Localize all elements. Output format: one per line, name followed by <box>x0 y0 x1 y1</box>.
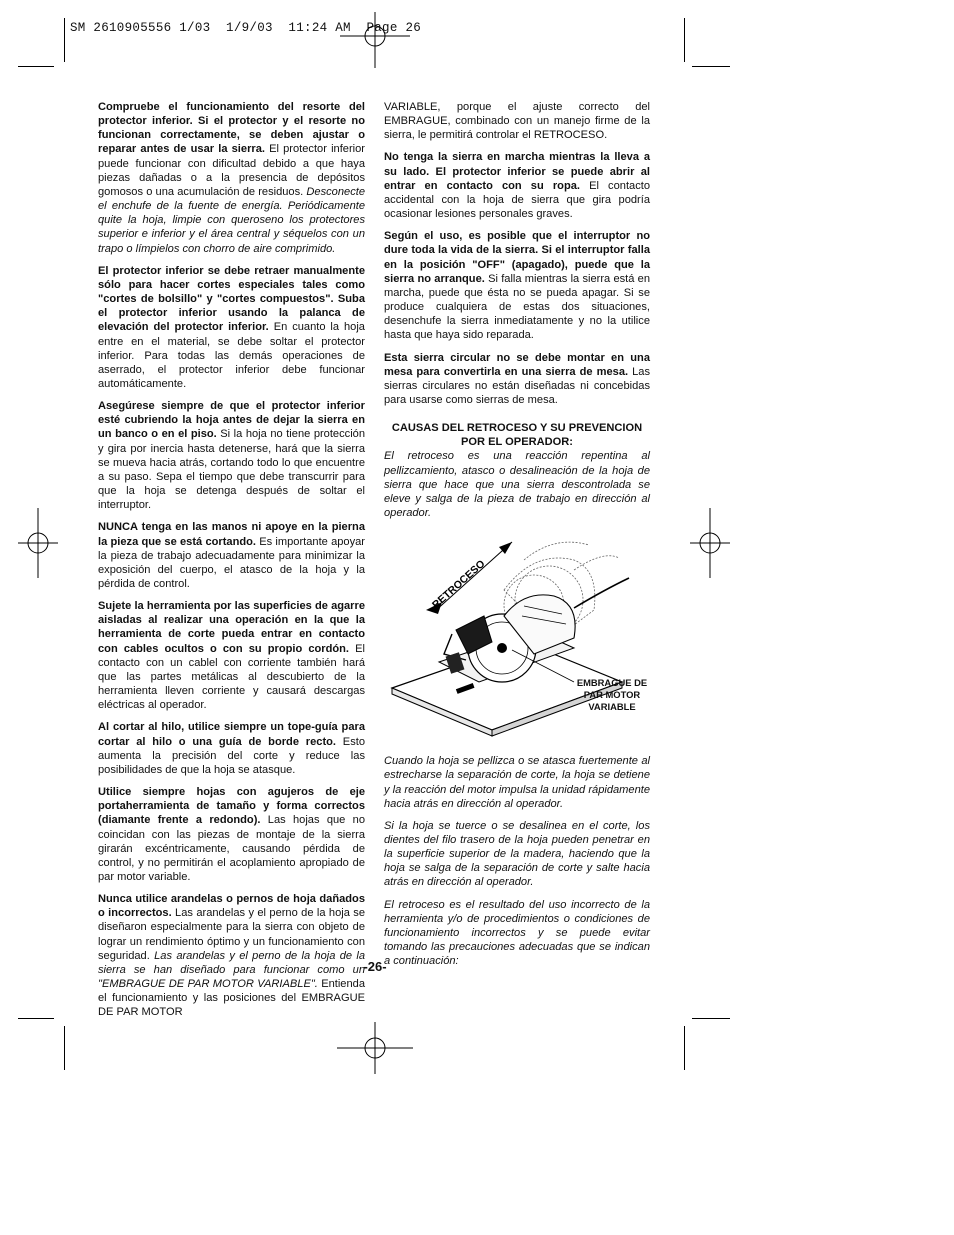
crop-mark <box>18 1018 54 1019</box>
registration-mark-top <box>340 12 410 68</box>
paragraph: Compruebe el funcionamiento del resorte del protector inferior. Si el protector y el resorte no funcionan correctamente, se deben ajustar o reparar antes de usar la sierra. El protector inferior puede funcionar con dificultad debido a que haya piezas dañadas o a la presencia de depósitos gomosos o una acumulación de residuos. Desconecte el enchufe de la fuente de energía. Periódicamente quite la hoja, limpie con queroseno los protectores superior e inferior y el área central y séquelos con un trapo o límpielos con chorro de aire comprimido. <box>98 101 365 255</box>
paragraph: El protector inferior se debe retraer manualmente sólo para hacer cortes especiales tales como "cortes de bolsillo" y "cortes compuestos". Suba el protector inferior usando la palanca de elevación del protector inferior. En cuanto la hoja entre en el material, se debe soltar el protector inferior. Para todas las demás operaciones de aserrado, el protector inferior debe funcionar automáticamente. <box>98 264 365 390</box>
paragraph: El retroceso es el resultado del uso incorrecto de la herramienta y/o de procedimientos o condiciones de funcionamiento incorrectos y se puede evitar tomando las precauciones adecuadas que se indican a continuación: <box>384 898 650 968</box>
print-slug: SM 2610905556 1/03 1/9/03 11:24 AM Page 26 <box>70 21 422 35</box>
crop-mark <box>18 66 54 67</box>
crop-mark <box>64 18 65 62</box>
kickback-illustration <box>384 530 650 746</box>
paragraph: Si la hoja se tuerce o se desalinea en el corte, los dientes del filo trasero de la hoja pueden penetrar en la superficie superior de la madera, haciendo que la hoja se salga de la separación de corte y salte hacia atrás en dirección al operador. <box>384 819 650 889</box>
crop-mark <box>64 1026 65 1070</box>
paragraph: Nunca utilice arandelas o pernos de hoja dañados o incorrectos. Las arandelas y el perno de la hoja se diseñaron especialmente para la sierra con objeto de lograr un rendimiento óptimo y un funcionamiento con seguridad. Las arandelas y el perno de la hoja de la sierra se han diseñado para funcionar como un "EMBRAGUE DE PAR MOTOR VARIABLE". Entienda el funcionamiento y las posiciones del EMBRAGUE DE PAR MOTOR <box>98 893 365 1019</box>
page-number: -26- <box>363 959 387 974</box>
right-column <box>384 100 650 976</box>
crop-mark <box>692 1018 730 1019</box>
paragraph: Al cortar al hilo, utilice siempre un tope-guía para cortar al hilo o una guía de borde recto. Esto aumenta la precisión del corte y reduce las posibilidades de que la hoja se atasque. <box>98 721 366 776</box>
paragraph: Utilice siempre hojas con agujeros de eje portaherramienta de tamaño y forma correctos (diamante frente a redondo). Las hojas que no coincidan con las piezas de montaje de la sierra girarán excéntricamente, causando pérdida de control, y no permitirán el acoplamiento apropiado de par motor variable. <box>98 786 365 883</box>
paragraph: Cuando la hoja se pellizca o se atasca fuertemente al estrecharse la separación de corte, la hoja se detiene y la reacción del motor impulsa la unidad rápidamente hacia atrás en dirección al operador. <box>384 755 650 810</box>
paragraph: Sujete la herramienta por las superficies de agarre aisladas al realizar una operación en la que la herramienta de corte pueda entrar en contacto con cables ocultos o con su propio cordón. El contacto con un cablel con corriente también hará que las partes metálicas al descubierto de la herramienta lleven corriente y causará descargas eléctricas al operador. <box>98 600 365 712</box>
left-column <box>98 100 365 1028</box>
registration-mark-bottom <box>337 1022 413 1074</box>
paragraph: No tenga la sierra en marcha mientras la lleva a su lado. El protector inferior se puede abrir al entrar en contacto con su ropa. El contacto accidental con la hoja de sierra que gira podría ocasionar lesiones personales graves. <box>384 151 650 221</box>
crop-mark <box>692 66 730 67</box>
retroceso-label: RETROCESO <box>429 558 488 612</box>
saw-on-board-drawing <box>384 530 650 746</box>
section-heading: CAUSAS DEL RETROCESO Y SU PREVENCION <box>391 422 643 435</box>
crop-mark <box>684 18 685 62</box>
registration-mark-right <box>690 508 730 578</box>
registration-mark-left <box>18 508 58 578</box>
paragraph: Esta sierra circular no se debe montar en una mesa para convertirla en una sierra de mesa. Las sierras circulares no están diseñadas ni concebidas para usarse como sierras de mesa. <box>384 351 650 406</box>
paragraph: Según el uso, es posible que el interruptor no dure toda la vida de la sierra. Si el interruptor falla en la posición "OFF" (apagado), puede que la sierra no arranque. Si falla mientras la sierra está en marcha, puede que ésta no se pueda apagar. Si se produce cualquiera de estas dos situaciones, desenchufe la sierra inmediatamente y no la utilice hasta que haya sido reparada. <box>384 230 651 342</box>
clutch-callout: EMBRAGUE DE PAR MOTOR VARIABLE <box>576 677 648 713</box>
section-intro: El retroceso es una reacción repentina al pellizcamiento, atasco o desalineación de la hoja de sierra que hace que una sierra descontrolada se eleve y salga de la pieza de trabajo en dirección al operador. <box>384 450 650 520</box>
crop-mark <box>684 1026 685 1070</box>
paragraph: Asegúrese siempre de que el protector inferior esté cubriendo la hoja antes de dejar la sierra en un banco o en el piso. Si la hoja no tiene protección y gira por inercia hasta detenerse, hará que la sierra se mueva hacia atrás, cortando todo lo que encuentre a su paso. Sepa el tiempo que debe transcurrir para que la hoja se detenga después de soltar el interruptor. <box>98 400 365 512</box>
paragraph: NUNCA tenga en las manos ni apoye en la pierna la pieza que se está cortando. Es importante apoyar la pieza de trabajo adecuadamente para minimizar la exposición del cuerpo, el atasco de la hoja y la pérdida de control. <box>98 521 365 590</box>
paragraph: VARIABLE, porque el ajuste correcto del EMBRAGUE, combinado con un manejo firme de la sierra, le permitirá controlar el RETROCESO. <box>384 101 650 142</box>
section-heading-line2: POR EL OPERADOR: <box>461 436 573 449</box>
